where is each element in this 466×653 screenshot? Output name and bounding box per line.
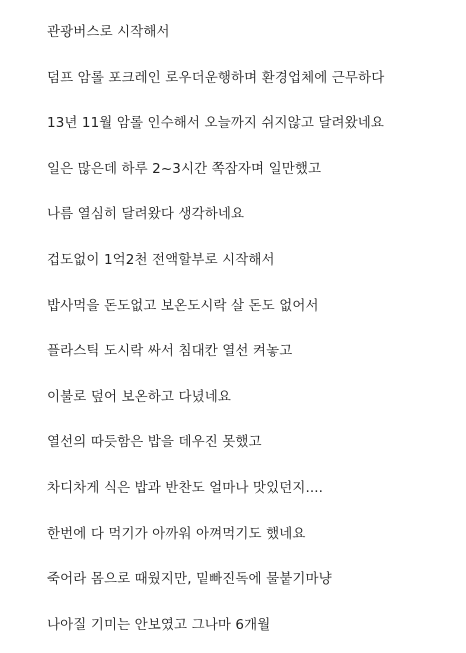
text-line: 한번에 다 먹기가 아까워 아껴먹기도 했네요 — [47, 525, 306, 542]
text-line: 열선의 따듯함은 밥을 데우진 못했고 — [47, 434, 262, 451]
text-line: 관광버스로 시작해서 — [47, 24, 170, 40]
text-line: 밥사먹을 돈도없고 보온도시락 살 돈도 없어서 — [47, 297, 319, 314]
text-line: 차디차게 식은 밥과 반찬도 얼마나 맛있던지.... — [47, 479, 324, 496]
text-line: 13년 11월 암롤 인수해서 오늘까지 쉬지않고 달려왔네요 — [47, 115, 385, 132]
text-line: 덤프 암롤 포크레인 로우더운행하며 환경업체에 근무하다 — [47, 69, 385, 86]
text-line: 나름 열심히 달려왔다 생각하네요 — [47, 206, 245, 223]
text-line: 겁도없이 1억2천 전액할부로 시작해서 — [47, 251, 275, 268]
document-body — [47, 15, 459, 653]
text-line: 이불로 덮어 보온하고 다녔네요 — [47, 388, 232, 405]
text-line: 플라스틱 도시락 싸서 침대칸 열선 켜놓고 — [47, 343, 293, 360]
text-line: 죽어라 몸으로 때웠지만, 밑빠진독에 물붙기마냥 — [47, 571, 332, 588]
text-line: 일은 많은데 하루 2~3시간 쪽잠자며 일만했고 — [47, 160, 322, 177]
text-line: 나아질 기미는 안보였고 그나마 6개월 — [47, 616, 271, 633]
